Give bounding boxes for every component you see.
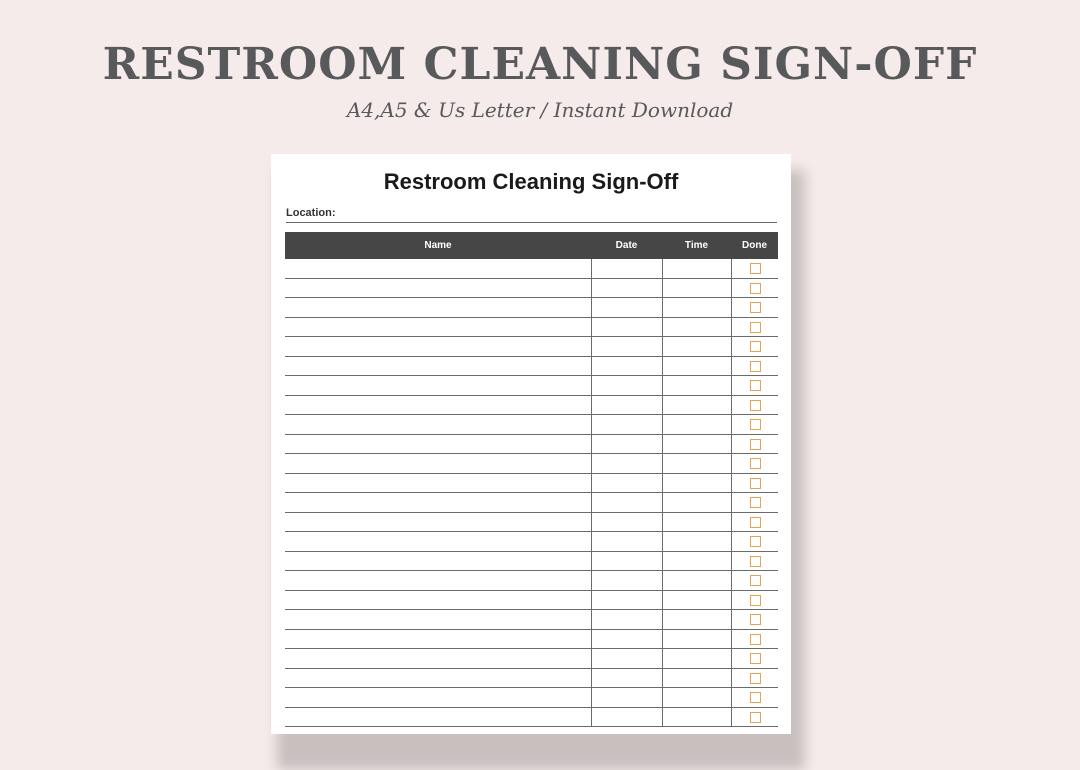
date-cell[interactable]	[591, 435, 662, 454]
done-cell	[731, 279, 778, 298]
sign-off-table	[285, 232, 778, 727]
date-cell[interactable]	[591, 376, 662, 395]
name-cell[interactable]	[285, 298, 591, 317]
date-cell[interactable]	[591, 591, 662, 610]
done-cell	[731, 591, 778, 610]
table-row	[285, 591, 778, 611]
name-cell[interactable]	[285, 493, 591, 512]
table-row	[285, 337, 778, 357]
date-cell[interactable]	[591, 318, 662, 337]
time-cell[interactable]	[662, 532, 731, 551]
done-cell	[731, 474, 778, 493]
location-label: Location:	[286, 207, 336, 219]
done-cell	[731, 357, 778, 376]
table-row	[285, 376, 778, 396]
name-cell[interactable]	[285, 318, 591, 337]
time-cell[interactable]	[662, 513, 731, 532]
done-cell	[731, 337, 778, 356]
done-checkbox[interactable]	[750, 556, 761, 567]
date-cell[interactable]	[591, 532, 662, 551]
done-cell	[731, 552, 778, 571]
done-checkbox[interactable]	[750, 419, 761, 430]
time-cell[interactable]	[662, 337, 731, 356]
location-field[interactable]	[286, 222, 777, 223]
table-row	[285, 610, 778, 630]
time-cell[interactable]	[662, 552, 731, 571]
table-row	[285, 552, 778, 572]
table-row	[285, 571, 778, 591]
time-cell[interactable]	[662, 669, 731, 688]
name-cell[interactable]	[285, 357, 591, 376]
time-cell[interactable]	[662, 318, 731, 337]
name-cell[interactable]	[285, 708, 591, 727]
name-cell[interactable]	[285, 688, 591, 707]
done-cell	[731, 571, 778, 590]
done-checkbox[interactable]	[750, 439, 761, 450]
done-cell	[731, 376, 778, 395]
date-cell[interactable]	[591, 259, 662, 278]
table-header	[285, 232, 778, 259]
date-cell[interactable]	[591, 669, 662, 688]
date-cell[interactable]	[591, 688, 662, 707]
banner-subtitle: A4,A5 & Us Letter / Instant Download	[346, 98, 734, 122]
done-checkbox[interactable]	[750, 712, 761, 723]
date-cell[interactable]	[591, 493, 662, 512]
time-cell[interactable]	[662, 415, 731, 434]
done-cell	[731, 259, 778, 278]
table-row	[285, 669, 778, 689]
name-cell[interactable]	[285, 259, 591, 278]
date-cell[interactable]	[591, 571, 662, 590]
table-row	[285, 435, 778, 455]
table-row	[285, 630, 778, 650]
date-cell[interactable]	[591, 396, 662, 415]
name-cell[interactable]	[285, 610, 591, 629]
time-cell[interactable]	[662, 435, 731, 454]
done-cell	[731, 688, 778, 707]
done-checkbox[interactable]	[750, 517, 761, 528]
done-cell	[731, 454, 778, 473]
done-checkbox[interactable]	[750, 614, 761, 625]
name-cell[interactable]	[285, 513, 591, 532]
date-cell[interactable]	[591, 708, 662, 727]
name-cell[interactable]	[285, 669, 591, 688]
date-cell[interactable]	[591, 649, 662, 668]
done-cell	[731, 513, 778, 532]
table-body	[285, 259, 778, 727]
column-header-done: Done	[742, 240, 767, 251]
date-cell[interactable]	[591, 415, 662, 434]
done-checkbox[interactable]	[750, 497, 761, 508]
name-cell[interactable]	[285, 396, 591, 415]
done-cell	[731, 415, 778, 434]
name-cell[interactable]	[285, 552, 591, 571]
done-checkbox[interactable]	[750, 361, 761, 372]
table-row	[285, 688, 778, 708]
done-cell	[731, 298, 778, 317]
time-cell[interactable]	[662, 610, 731, 629]
done-checkbox[interactable]	[750, 634, 761, 645]
name-cell[interactable]	[285, 571, 591, 590]
date-cell[interactable]	[591, 552, 662, 571]
date-cell[interactable]	[591, 357, 662, 376]
table-row	[285, 259, 778, 279]
column-header-time: Time	[684, 240, 709, 251]
table-row	[285, 357, 778, 377]
done-cell	[731, 493, 778, 512]
time-cell[interactable]	[662, 396, 731, 415]
done-checkbox[interactable]	[750, 302, 761, 313]
time-cell[interactable]	[662, 279, 731, 298]
date-cell[interactable]	[591, 279, 662, 298]
done-checkbox[interactable]	[750, 283, 761, 294]
column-header-name: Name	[424, 240, 452, 251]
date-cell[interactable]	[591, 474, 662, 493]
done-checkbox[interactable]	[750, 536, 761, 547]
time-cell[interactable]	[662, 649, 731, 668]
done-cell	[731, 532, 778, 551]
date-cell[interactable]	[591, 454, 662, 473]
done-checkbox[interactable]	[750, 692, 761, 703]
table-row	[285, 298, 778, 318]
done-cell	[731, 649, 778, 668]
date-cell[interactable]	[591, 630, 662, 649]
date-cell[interactable]	[591, 513, 662, 532]
time-cell[interactable]	[662, 630, 731, 649]
done-checkbox[interactable]	[750, 341, 761, 352]
sign-off-sheet	[271, 154, 791, 734]
time-cell[interactable]	[662, 493, 731, 512]
time-cell[interactable]	[662, 454, 731, 473]
time-cell[interactable]	[662, 474, 731, 493]
time-cell[interactable]	[662, 571, 731, 590]
name-cell[interactable]	[285, 454, 591, 473]
done-checkbox[interactable]	[750, 380, 761, 391]
done-cell	[731, 318, 778, 337]
table-row	[285, 649, 778, 669]
name-cell[interactable]	[285, 435, 591, 454]
table-row	[285, 532, 778, 552]
sheet-title: Restroom Cleaning Sign-Off	[383, 169, 679, 194]
table-row	[285, 513, 778, 533]
name-cell[interactable]	[285, 279, 591, 298]
time-cell[interactable]	[662, 708, 731, 727]
name-cell[interactable]	[285, 532, 591, 551]
time-cell[interactable]	[662, 298, 731, 317]
table-row	[285, 454, 778, 474]
done-cell	[731, 630, 778, 649]
done-cell	[731, 708, 778, 727]
name-cell[interactable]	[285, 376, 591, 395]
time-cell[interactable]	[662, 376, 731, 395]
table-row	[285, 415, 778, 435]
name-cell[interactable]	[285, 415, 591, 434]
date-cell[interactable]	[591, 298, 662, 317]
done-checkbox[interactable]	[750, 322, 761, 333]
time-cell[interactable]	[662, 591, 731, 610]
name-cell[interactable]	[285, 337, 591, 356]
done-cell	[731, 435, 778, 454]
name-cell[interactable]	[285, 630, 591, 649]
table-row	[285, 493, 778, 513]
table-row	[285, 279, 778, 299]
table-row	[285, 396, 778, 416]
time-cell[interactable]	[662, 357, 731, 376]
table-row	[285, 708, 778, 728]
date-cell[interactable]	[591, 337, 662, 356]
done-checkbox[interactable]	[750, 400, 761, 411]
done-checkbox[interactable]	[750, 595, 761, 606]
done-checkbox[interactable]	[750, 653, 761, 664]
banner-title: RESTROOM CLEANING SIGN-OFF	[102, 39, 978, 90]
name-cell[interactable]	[285, 591, 591, 610]
time-cell[interactable]	[662, 259, 731, 278]
done-cell	[731, 396, 778, 415]
done-checkbox[interactable]	[750, 575, 761, 586]
done-checkbox[interactable]	[750, 673, 761, 684]
done-cell	[731, 610, 778, 629]
done-checkbox[interactable]	[750, 458, 761, 469]
name-cell[interactable]	[285, 474, 591, 493]
table-row	[285, 318, 778, 338]
done-cell	[731, 669, 778, 688]
table-row	[285, 474, 778, 494]
done-checkbox[interactable]	[750, 478, 761, 489]
column-header-date: Date	[615, 240, 638, 251]
done-checkbox[interactable]	[750, 263, 761, 274]
name-cell[interactable]	[285, 649, 591, 668]
date-cell[interactable]	[591, 610, 662, 629]
time-cell[interactable]	[662, 688, 731, 707]
